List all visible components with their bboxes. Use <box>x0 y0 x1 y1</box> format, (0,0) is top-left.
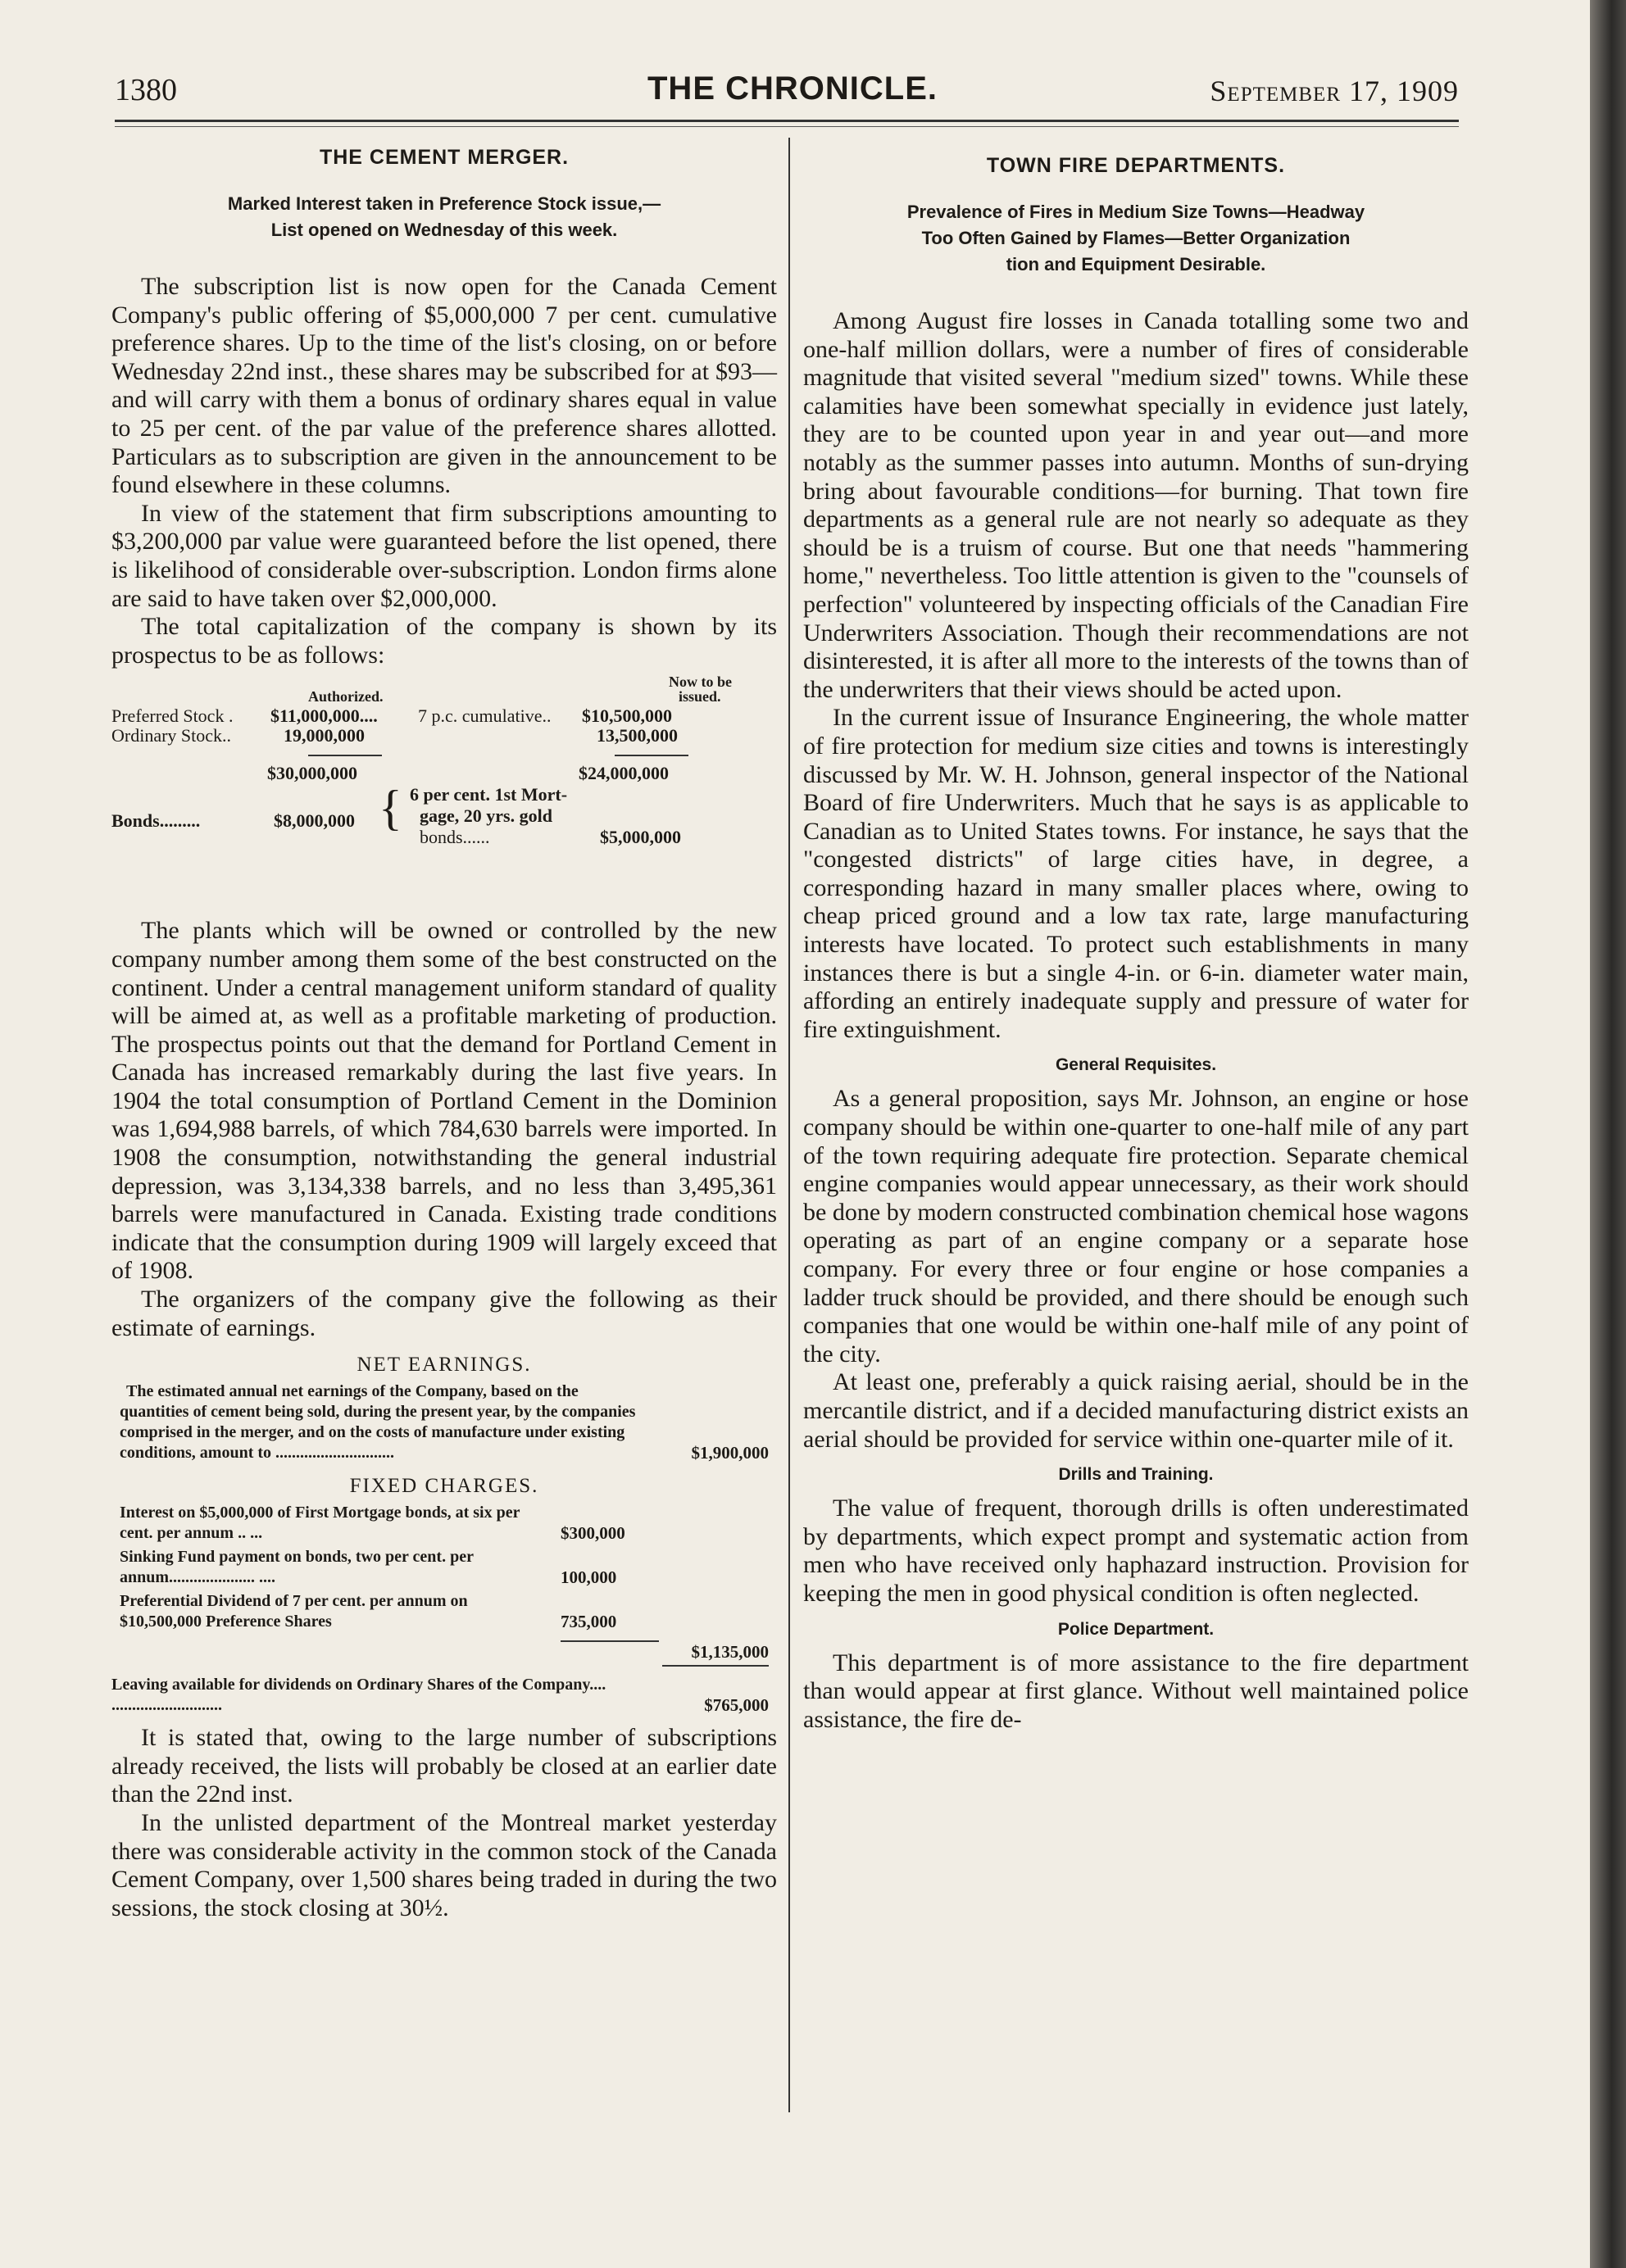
sum-rule <box>308 755 382 756</box>
fixed-charges-heading: FIXED CHARGES. <box>349 1475 539 1498</box>
section-heading: General Requisites. <box>1055 1055 1217 1075</box>
paragraph: In the current issue of Insurance Engineering, the whole matter of fire protection for medium size cities and towns is interestingly discussed by Mr. W. H. Johnson, general inspector of the National Board of fire Underwriters. Much that he says is as applicable to Canadian as to United States towns. For instance, he says that the "congested districts" of large cities have, in degree, a corresponding hazard in many smaller places where, owing to cheap priced ground and a low tax rate, large manufacturing interests have located. To protect such establishments in many instances there is but a single 4-in. or 6-in. diameter water main, affording an entirely inadequate supply and pressure of water for fire extinguishment. <box>803 704 1469 1043</box>
subtitle-line: tion and Equipment Desirable. <box>1006 254 1266 274</box>
paragraph: At least one, preferably a quick raising aerial, should be in the mercantile district, and if a decided manufacturing district exists an aerial should be provided for service within one-quarter mile of it. <box>803 1368 1469 1453</box>
sum-rule <box>662 1665 769 1667</box>
column-divider <box>788 138 790 2112</box>
fixed-charge-description: Interest on $5,000,000 of First Mortgage bonds, at six per cent. per annum .. ... <box>120 1504 520 1543</box>
bonds-note-1: 6 per cent. 1st Mort- <box>410 784 568 805</box>
paragraph: The value of frequent, thorough drills is often underestimated by departments, which expect prompt and systematic action from men who have received only haphazard instruction. Provision for keeping the men in good physical condition is often neglected. <box>803 1495 1469 1607</box>
preferred-issued: $10,500,000 <box>582 705 672 727</box>
subtitle-line: Too Often Gained by Flames—Better Organization <box>921 228 1351 248</box>
ordinary-authorized: 19,000,000 <box>284 725 365 746</box>
issue-date: September 17, 1909 <box>1210 75 1459 107</box>
fixed-charge-amount: 100,000 <box>561 1567 617 1588</box>
paragraph: In the unlisted department of the Montreal market yesterday there was considerable activity in the common stock of the Canada Cement Company, over 1,500 shares being traded in during the two sessions, the stock closing at 30½. <box>111 1809 777 1921</box>
bonds-note-3: bonds...... <box>420 827 490 848</box>
issued-header-2: issued. <box>679 688 721 705</box>
fixed-charge-amount: 735,000 <box>561 1612 617 1632</box>
brace-icon: { <box>379 781 402 836</box>
preferred-note: 7 p.c. cumulative.. <box>418 705 552 727</box>
ordinary-label: Ordinary Stock.. <box>111 725 232 746</box>
bonds-note-2: gage, 20 yrs. gold <box>420 805 552 827</box>
header-rule-thin <box>115 126 1459 127</box>
article-subtitle <box>111 191 777 243</box>
subtitle-line: Prevalence of Fires in Medium Size Towns—Headway <box>906 202 1365 222</box>
capitalization-table <box>111 674 777 904</box>
total-authorized: $30,000,000 <box>267 763 357 784</box>
section-heading: Police Department. <box>1057 1619 1215 1639</box>
fixed-charge-row <box>111 1591 777 1632</box>
paragraph: Among August fire losses in Canada totalling some two and one-half million dollars, were a number of fires of considerable magnitude that visited several "medium sized" towns. While these calamities have been somewhat specially in evidence just lately, they are to be counted upon year in and year out—and more notably as the summer passes into autumn. Months of sun-drying bring about favourable conditions—for burning. That town fire departments as a general rule are not nearly so adequate as they should be is a truism of course. But one that needs "hammering home," nevertheless. Too little attention is given to the "counsels of perfection" volunteered by inspecting officials of the Canadian Fire Underwriters Association. Though their recommendations are not disinterested, it is after all more to the interests of the towns than of the underwriters that their views should be acted upon. <box>803 307 1469 703</box>
right-column <box>803 139 1469 1734</box>
fixed-charge-amount: $300,000 <box>561 1523 625 1544</box>
net-earnings-amount: $1,900,000 <box>691 1443 769 1463</box>
article-subtitle <box>803 199 1469 278</box>
page-edge-shadow <box>1590 0 1626 2268</box>
paragraph: The total capitalization of the company is shown by its prospectus to be as follows: <box>111 613 777 669</box>
paragraph: In view of the statement that firm subscriptions amounting to $3,200,000 par value were guaranteed before the list opened, there is likelihood of considerable over-subscription. London firms alone are said to have taken over $2,000,000. <box>111 499 777 612</box>
fixed-charge-row <box>111 1547 777 1588</box>
section-heading: Drills and Training. <box>1058 1465 1214 1485</box>
fixed-charges-total-amount: $1,135,000 <box>691 1642 769 1662</box>
net-earnings-entry <box>111 1381 777 1463</box>
subtitle-line: List opened on Wednesday of this week. <box>270 220 618 240</box>
bonds-issued: $5,000,000 <box>600 827 681 848</box>
preferred-authorized: $11,000,000.... <box>270 705 378 727</box>
subtitle-line: Marked Interest taken in Preference Stock issue,— <box>227 193 661 214</box>
leaving-available-entry <box>111 1675 777 1716</box>
net-earnings-heading: NET EARNINGS. <box>357 1354 532 1377</box>
ordinary-issued: 13,500,000 <box>597 725 678 746</box>
paragraph: The organizers of the company give the following as their estimate of earnings. <box>111 1286 777 1341</box>
authorized-header: Authorized. <box>308 688 384 705</box>
paragraph: The subscription list is now open for the Canada Cement Company's public offering of $5,000,000 7 per cent. cumulative preference shares. Up to the time of the list's closing, on or before Wednesday 22nd inst., these shares may be subscribed for at $93—and will carry with them a bonus of ordinary shares equal in value to 25 per cent. of the par value of the preference shares allotted. Particulars as to subscription are given in the announcement to be found elsewhere in these columns. <box>111 273 777 499</box>
header-rule <box>115 120 1459 122</box>
page-number: 1380 <box>115 73 177 107</box>
article-title: THE CEMENT MERGER. <box>319 146 570 169</box>
page-header <box>115 66 1459 111</box>
sum-rule <box>615 755 688 756</box>
publication-title: THE CHRONICLE. <box>647 70 938 107</box>
left-column <box>111 139 777 1922</box>
article-title: TOWN FIRE DEPARTMENTS. <box>986 154 1286 177</box>
paragraph: As a general proposition, says Mr. Johnson, an engine or hose company should be within one-quarter to one-half mile of any part of the town requiring adequate fire protection. Separate chemical engine companies would appear unnecessary, as their work should be done by modern constructed combination chemical hose wagons operating as part of an engine company or a separate hose company. For every three or four engine or hose companies a ladder truck should be provided, and there should be enough such companies that one would be within one-half mile of any point of the city. <box>803 1085 1469 1368</box>
bonds-label: Bonds......... <box>111 810 201 832</box>
paragraph: This department is of more assistance to the fire department than would appear at first glance. Without well maintained police assistance, the fire de- <box>803 1649 1469 1733</box>
sum-rule <box>561 1640 659 1642</box>
leaving-available-amount: $765,000 <box>704 1695 769 1716</box>
leaving-available-description: Leaving available for dividends on Ordinary Shares of the Company.... ........................... <box>111 1676 606 1715</box>
total-issued: $24,000,000 <box>579 763 669 784</box>
bonds-authorized: $8,000,000 <box>274 810 355 832</box>
paragraph: It is stated that, owing to the large number of subscriptions already received, the lists will probably be closed at an earlier date than the 22nd inst. <box>111 1724 777 1808</box>
net-earnings-description: The estimated annual net earnings of the Company, based on the quantities of cement being sold, during the present year, by the companies comprised in the merger, and on the costs of manufacture under existing conditions, amount to ............................. <box>120 1382 636 1463</box>
fixed-charge-description: Preferential Dividend of 7 per cent. per annum on $10,500,000 Preference Shares <box>120 1592 468 1631</box>
preferred-label: Preferred Stock . <box>111 705 234 727</box>
fixed-charges-total <box>111 1635 777 1668</box>
issued-header-1: Now to be <box>669 674 732 691</box>
paragraph: The plants which will be owned or controlled by the new company number among them some of the best constructed on the continent. Under a central management uniform standard of quality will be aimed at, as well as a profitable marketing of production. The prospectus points out that the demand for Portland Cement in Canada has increased remarkably during the last five years. In 1904 the total consumption of Portland Cement in the Dominion was 1,694,988 barrels, of which 784,630 barrels were imported. In 1908 the consumption, notwithstanding the general industrial depression, was 3,134,338 barrels, and no less than 3,495,361 barrels were manufactured in Canada. Existing trade conditions indicate that the consumption during 1909 will largely exceed that of 1908. <box>111 917 777 1285</box>
fixed-charge-description: Sinking Fund payment on bonds, two per cent. per annum..................... .... <box>120 1548 474 1587</box>
fixed-charge-row <box>111 1503 777 1544</box>
